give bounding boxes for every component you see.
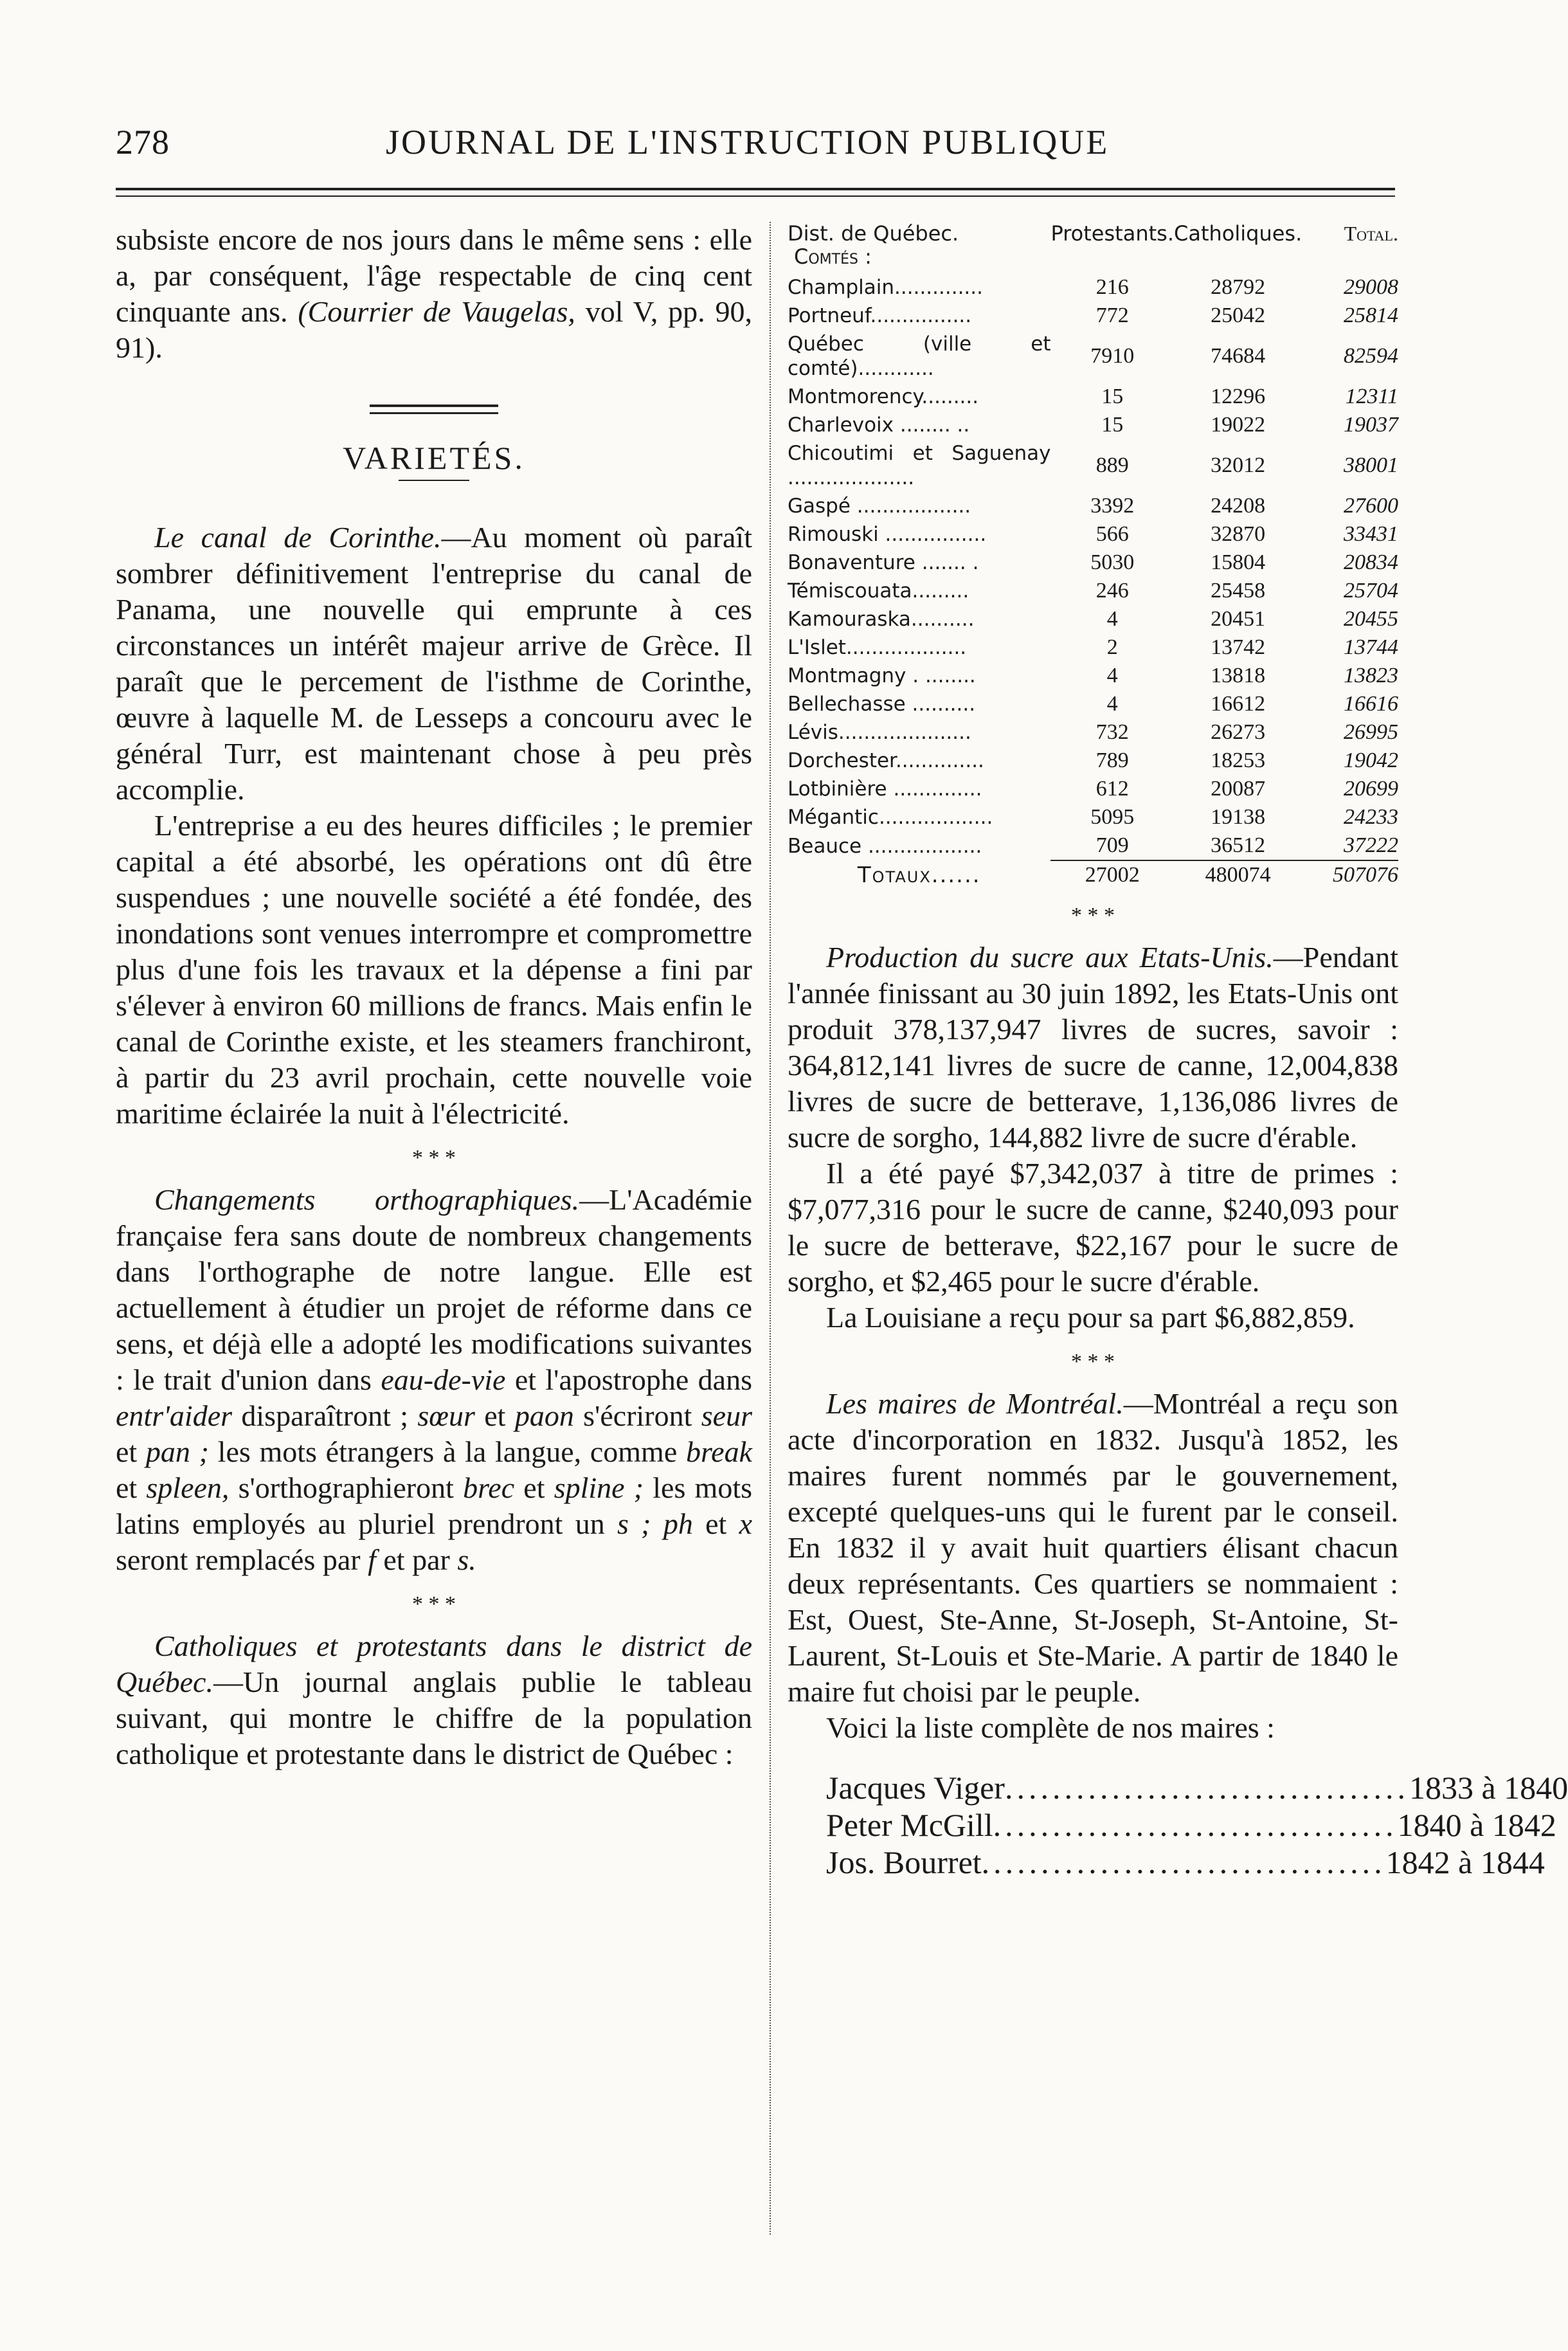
totals-total: 507076 — [1302, 860, 1398, 889]
ortho-word-f: f — [368, 1543, 376, 1576]
courrier-paragraph — [116, 222, 752, 366]
section-title-rule — [399, 480, 469, 481]
ortho-word-seur: seur — [701, 1399, 752, 1432]
catholiques-cell: 25042 — [1211, 304, 1266, 327]
ortho-word-s2: s. — [457, 1543, 476, 1576]
ortho-word-ph: ph — [663, 1507, 693, 1540]
ortho-text-k: les mots latins employés au pluriel prendront un — [116, 1471, 753, 1540]
total-cell: 25814 — [1344, 304, 1398, 327]
catholiques-cell: 19022 — [1211, 413, 1266, 437]
protestants-cell: 7910 — [1090, 344, 1135, 368]
protestants-cell: 5030 — [1090, 550, 1135, 574]
ortho-text-i: s'orthographieront — [229, 1471, 464, 1504]
ortho-text-j: et — [514, 1471, 554, 1504]
ortho-word-eau: eau-de-vie — [381, 1363, 506, 1396]
total-cell: 20699 — [1344, 777, 1398, 801]
total-cell: 38001 — [1344, 453, 1398, 477]
ortho-word-x: x — [739, 1507, 753, 1540]
catholiques-cell: 32870 — [1211, 522, 1266, 546]
county-cell: Témiscouata......... — [788, 579, 969, 603]
county-cell: Québec (ville et comté)............ — [788, 332, 1051, 380]
catholiques-cell: 18253 — [1211, 749, 1266, 772]
table-row — [788, 439, 1398, 492]
county-cell: Rimouski ................ — [788, 523, 987, 546]
protestants-cell: 789 — [1095, 749, 1129, 772]
sucre-title: Production du sucre aux Etats-Unis. — [826, 941, 1274, 974]
ortho-text-h: et — [116, 1471, 147, 1504]
protestants-cell: 3392 — [1090, 494, 1135, 518]
table-header-row — [788, 222, 1398, 273]
mayor-years: 1833 à 1840 — [1409, 1770, 1568, 1806]
total-cell: 33431 — [1344, 522, 1398, 546]
table-row — [788, 803, 1398, 831]
county-cell: Gaspé .................. — [788, 495, 971, 518]
county-cell: Lotbinière .............. — [788, 777, 982, 801]
table-row — [788, 577, 1398, 605]
running-title: JOURNAL DE L'INSTRUCTION PUBLIQUE — [386, 123, 1110, 161]
ortho-word-entraider: entr'aider — [116, 1399, 233, 1432]
table-row — [788, 549, 1398, 577]
ortho-word-paon: paon — [514, 1399, 574, 1432]
protestants-cell: 5095 — [1090, 805, 1135, 829]
courrier-source: (Courrier de Vaugelas, — [298, 295, 575, 328]
courrier-ref: vol V, pp. 90, 91). — [116, 295, 752, 364]
leader-dots: .................................. — [981, 1844, 1386, 1880]
protestants-cell: 4 — [1106, 607, 1118, 631]
catholiques-cell: 25458 — [1211, 579, 1266, 603]
total-cell: 26995 — [1344, 720, 1398, 744]
header-protestants: Protestants. — [1050, 221, 1174, 246]
total-cell: 29008 — [1344, 275, 1398, 299]
protestants-cell: 216 — [1095, 275, 1129, 299]
county-cell: Mégantic.................. — [788, 806, 993, 829]
catholiques-text: —Un journal anglais publie le tableau suivant, qui montre le chiffre de la population catholique et protestante dans le district de Québec : — [116, 1666, 752, 1770]
catholiques-cell: 12296 — [1211, 385, 1266, 408]
table-row — [788, 690, 1398, 718]
total-cell: 25704 — [1344, 579, 1398, 603]
protestants-cell: 15 — [1101, 413, 1124, 437]
sucre-paragraph — [788, 939, 1398, 1156]
county-cell: Bellechasse .......... — [788, 693, 976, 716]
total-cell: 16616 — [1344, 692, 1398, 716]
mayor-entry — [826, 1769, 1568, 1806]
county-cell: Kamouraska.......... — [788, 608, 975, 631]
ortho-text-g: les mots étrangers à la langue, comme — [208, 1435, 686, 1468]
county-cell: Champlain.............. — [788, 276, 983, 299]
corinthe-paragraph — [116, 520, 752, 808]
protestants-cell: 4 — [1106, 692, 1118, 716]
column-divider — [770, 222, 771, 2235]
ortho-text-c: disparaîtront ; — [232, 1399, 418, 1432]
county-cell: Bonaventure ....... . — [788, 551, 979, 574]
catholiques-cell: 19138 — [1211, 805, 1266, 829]
maires-paragraph-2: Voici la liste complète de nos maires : — [826, 1711, 1275, 1744]
county-cell: Montmagny . ........ — [788, 664, 976, 687]
page-header — [116, 122, 1337, 174]
leader-dots: .................................. — [993, 1807, 1398, 1843]
asterism: * * * — [1071, 1350, 1115, 1374]
ortho-title: Changements orthographiques. — [154, 1183, 580, 1216]
catholiques-cell: 13818 — [1211, 664, 1266, 687]
mayor-years: 1842 à 1844 — [1385, 1844, 1545, 1880]
ortho-text-n: et par — [375, 1543, 458, 1576]
total-cell: 20834 — [1344, 550, 1398, 574]
total-cell: 20455 — [1344, 607, 1398, 631]
protestants-cell: 732 — [1095, 720, 1129, 744]
ortho-text-m: seront remplacés par — [116, 1543, 368, 1576]
total-cell: 19042 — [1344, 749, 1398, 772]
table-row — [788, 302, 1398, 330]
catholiques-cell: 36512 — [1211, 833, 1266, 857]
protestants-cell: 566 — [1095, 522, 1129, 546]
totals-label: Totaux...... — [857, 862, 981, 888]
catholiques-cell: 32012 — [1211, 453, 1266, 477]
ortho-word-spline: spline ; — [554, 1471, 644, 1504]
asterism: * * * — [412, 1146, 456, 1170]
table-row — [788, 411, 1398, 439]
left-column — [116, 222, 752, 1772]
catholiques-title: Catholiques et protestants dans le district de Québec. — [116, 1629, 752, 1698]
protestants-cell: 772 — [1095, 304, 1129, 327]
total-cell: 19037 — [1344, 413, 1398, 437]
protestants-cell: 889 — [1095, 453, 1129, 477]
total-cell: 82594 — [1344, 344, 1398, 368]
catholiques-cell: 20451 — [1211, 607, 1266, 631]
county-cell: Beauce .................. — [788, 834, 982, 858]
maires-title: Les maires de Montréal. — [826, 1387, 1124, 1420]
courrier-text: subsiste encore de nos jours dans le même sens : elle a, par conséquent, l'âge respectable de cinq cent cinquante ans. — [116, 223, 752, 328]
county-cell: Montmorency......... — [788, 385, 979, 408]
total-cell: 37222 — [1344, 833, 1398, 857]
county-cell: Lévis..................... — [788, 721, 971, 744]
ortho-text-a: —L'Académie française fera sans doute de nombreux changements dans l'orthographe de notre langue. Elle est actuellement à étudier un projet de réforme dans ce sens, et déjà elle a adopté les modifications suivantes : le trait d'union dans — [116, 1183, 752, 1396]
corinthe-title: Le canal de Corinthe. — [154, 521, 442, 554]
catholiques-cell: 26273 — [1211, 720, 1266, 744]
ortho-word-break: break — [685, 1435, 752, 1468]
county-cell: Charlevoix ........ .. — [788, 413, 970, 437]
catholiques-cell: 20087 — [1211, 777, 1266, 801]
county-cell: Chicoutimi et Saguenay .................... — [788, 442, 1051, 489]
ortho-text-f: et — [116, 1435, 146, 1468]
county-cell: Portneuf................ — [788, 304, 972, 327]
catholiques-cell: 16612 — [1211, 692, 1266, 716]
ortho-text-e: s'écriront — [573, 1399, 701, 1432]
table-row — [788, 718, 1398, 747]
header-comtes: Comtés : — [794, 244, 872, 269]
totals-protestants: 27002 — [1050, 860, 1174, 889]
mayor-name: Jacques Viger — [826, 1770, 1005, 1806]
table-row — [788, 383, 1398, 411]
mayor-entry — [826, 1806, 1556, 1844]
table-row — [788, 747, 1398, 775]
mayor-years: 1840 à 1842 — [1397, 1807, 1556, 1843]
catholiques-cell: 13742 — [1211, 635, 1266, 659]
table-row — [788, 520, 1398, 549]
ortho-word-pan: pan ; — [145, 1435, 209, 1468]
table-row — [788, 492, 1398, 520]
ortho-word-soeur: sœur — [417, 1399, 475, 1432]
ortho-text-d: et — [474, 1399, 515, 1432]
leader-dots: .................................. — [1004, 1770, 1409, 1806]
total-cell: 27600 — [1344, 494, 1398, 518]
mayor-name: Peter McGill — [826, 1807, 993, 1843]
ortho-text-b: et l'apostrophe dans — [505, 1363, 752, 1396]
maires-paragraph — [788, 1386, 1398, 1710]
protestants-cell: 612 — [1095, 777, 1129, 801]
section-divider — [370, 404, 498, 414]
mayor-list — [788, 1769, 1568, 1881]
protestants-cell: 246 — [1095, 579, 1129, 603]
catholiques-cell: 74684 — [1211, 344, 1266, 368]
catholiques-paragraph — [116, 1628, 752, 1772]
header-county — [788, 222, 1050, 273]
sucre-paragraph-3: La Louisiane a reçu pour sa part $6,882,859. — [826, 1301, 1355, 1334]
table-row — [788, 662, 1398, 690]
ortho-word-spleen: spleen, — [146, 1471, 230, 1504]
header-district: Dist. de Québec. — [788, 221, 959, 246]
mayor-name: Jos. Bourret — [826, 1844, 982, 1880]
header-rule — [116, 188, 1395, 190]
totals-row — [788, 860, 1398, 889]
asterism: * * * — [412, 1592, 456, 1616]
ortho-word-brec: brec — [463, 1471, 515, 1504]
mayor-entry — [826, 1844, 1545, 1881]
ortho-word-s: s ; — [617, 1507, 651, 1540]
total-cell: 24233 — [1344, 805, 1398, 829]
section-title — [116, 440, 752, 481]
table-row — [788, 831, 1398, 860]
total-cell: 12311 — [1345, 385, 1398, 408]
table-row — [788, 775, 1398, 803]
ortho-text-l: et — [692, 1507, 739, 1540]
maires-text: —Montréal a reçu son acte d'incorporation en 1832. Jusqu'à 1852, les maires furent nommés par le gouvernement, excepté quelques-uns qui le furent par le conseil. En 1832 il y avait huit quartiers élisant chacun deux représentants. Ces quartiers se nommaient : Est, Ouest, Ste-Anne, St-Joseph, St-Antoine, St-Laurent, St-Louis et Ste-Marie. A partir de 1840 le maire fut choisi par le peuple. — [788, 1387, 1398, 1708]
right-column — [788, 221, 1568, 1881]
header-rule-thin — [116, 195, 1395, 197]
section-title-text: VARIETÉS. — [343, 440, 525, 476]
ortho-paragraph — [116, 1182, 752, 1578]
total-cell: 13744 — [1344, 635, 1398, 659]
header-total: Total. — [1344, 222, 1398, 245]
table-body — [788, 273, 1398, 860]
asterism: * * * — [1071, 903, 1115, 927]
county-cell: Dorchester.............. — [788, 749, 984, 772]
catholiques-cell: 28792 — [1211, 275, 1266, 299]
protestants-cell: 15 — [1101, 385, 1124, 408]
totals-catholiques: 480074 — [1174, 860, 1302, 889]
sucre-text: —Pendant l'année finissant au 30 juin 1892, les Etats-Unis ont produit 378,137,947 livres de sucres, savoir : 364,812,141 livres de sucre de canne, 12,004,838 livres de sucre de betterave, 1,136,086 livres de sucre de sorgho, 144,882 livre de sucre d'érable. — [788, 941, 1398, 1154]
corinthe-paragraph-2: L'entreprise a eu des heures difficiles ; le premier capital a été absorbé, les opérations ont dû être suspendues ; une nouvelle société a été fondée, des inondations sont venues interrompre et compromettre plus d'une fois les travaux et la dépense a fini par s'élever à environ 60 millions de francs. Mais enfin le canal de Corinthe existe, et les steamers franchiront, à partir du 23 avril prochain, cette nouvelle voie maritime éclairée la nuit à l'électricité. — [116, 809, 752, 1130]
total-cell: 13823 — [1344, 664, 1398, 687]
table-row — [788, 633, 1398, 662]
catholiques-cell: 24208 — [1211, 494, 1266, 518]
table-row — [788, 605, 1398, 633]
corinthe-text: —Au moment où paraît sombrer définitivement l'entreprise du canal de Panama, une nouvelle qui emprunte à ces circonstances un intérêt majeur arrive de Grèce. Il paraît que le percement de l'isthme de Corinthe, œuvre à laquelle M. de Lesseps a concouru avec le général Turr, est maintenant chose à peu près accomplie. — [116, 521, 752, 806]
population-table — [788, 222, 1398, 889]
table-row — [788, 273, 1398, 302]
county-cell: L'Islet................... — [788, 636, 967, 659]
protestants-cell: 2 — [1106, 635, 1118, 659]
catholiques-cell: 15804 — [1211, 550, 1266, 574]
protestants-cell: 4 — [1106, 664, 1118, 687]
protestants-cell: 709 — [1095, 833, 1129, 857]
page-number: 278 — [116, 123, 170, 161]
sucre-paragraph-2: Il a été payé $7,342,037 à titre de primes : $7,077,316 pour le sucre de canne, $240,093 pour le sucre de betterave, $22,167 pour le sucre de sorgho, et $2,465 pour le sucre d'érable. — [788, 1157, 1398, 1298]
table-row — [788, 330, 1398, 383]
header-catholiques: Catholiques. — [1173, 221, 1302, 246]
